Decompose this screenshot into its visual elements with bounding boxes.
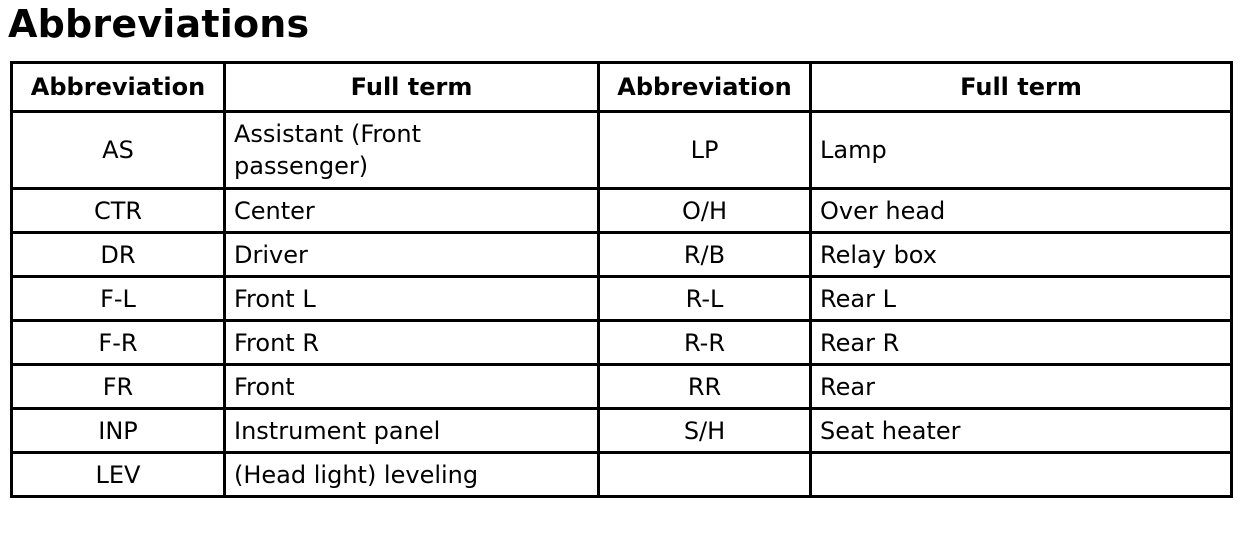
abbreviation-cell: AS: [12, 112, 225, 189]
full-term-cell: [811, 453, 1232, 497]
abbreviation-cell: O/H: [599, 189, 811, 233]
table-row: [12, 112, 1232, 189]
full-term-cell: Front L: [225, 277, 599, 321]
table-row: [12, 233, 1232, 277]
full-term-cell: [225, 112, 599, 189]
full-term-cell: Front R: [225, 321, 599, 365]
abbreviation-cell: LP: [599, 112, 811, 189]
header-abbreviation-left: Abbreviation: [12, 63, 225, 112]
abbreviation-cell: CTR: [12, 189, 225, 233]
abbreviation-cell: FR: [12, 365, 225, 409]
table-header-row: [12, 63, 1232, 112]
table-row: [12, 409, 1232, 453]
page-title: Abbreviations: [8, 2, 310, 46]
table-row: [12, 321, 1232, 365]
full-term-cell: (Head light) leveling: [225, 453, 599, 497]
table-row: [12, 453, 1232, 497]
full-term-cell: Rear: [811, 365, 1232, 409]
abbreviation-cell: DR: [12, 233, 225, 277]
header-full-term-right: Full term: [811, 63, 1232, 112]
table-row: [12, 365, 1232, 409]
full-term-cell: Lamp: [811, 112, 1232, 189]
abbreviation-cell: INP: [12, 409, 225, 453]
full-term-cell: Seat heater: [811, 409, 1232, 453]
full-term-cell: Rear L: [811, 277, 1232, 321]
abbreviations-table: [10, 61, 1233, 498]
header-full-term-left: Full term: [225, 63, 599, 112]
abbreviation-cell: RR: [599, 365, 811, 409]
abbreviation-cell: S/H: [599, 409, 811, 453]
abbreviation-cell: LEV: [12, 453, 225, 497]
full-term-text: Assistant (Front passenger): [234, 120, 422, 180]
full-term-cell: Over head: [811, 189, 1232, 233]
abbreviation-cell: R/B: [599, 233, 811, 277]
header-abbreviation-right: Abbreviation: [599, 63, 811, 112]
abbreviation-cell: F-R: [12, 321, 225, 365]
full-term-cell: Front: [225, 365, 599, 409]
full-term-cell: Rear R: [811, 321, 1232, 365]
abbreviation-cell: R-R: [599, 321, 811, 365]
abbreviation-cell: R-L: [599, 277, 811, 321]
table-row: [12, 277, 1232, 321]
full-term-cell: Driver: [225, 233, 599, 277]
table-row: [12, 189, 1232, 233]
abbreviation-cell: F-L: [12, 277, 225, 321]
full-term-cell: Instrument panel: [225, 409, 599, 453]
abbreviation-cell: [599, 453, 811, 497]
full-term-cell: Relay box: [811, 233, 1232, 277]
full-term-cell: Center: [225, 189, 599, 233]
